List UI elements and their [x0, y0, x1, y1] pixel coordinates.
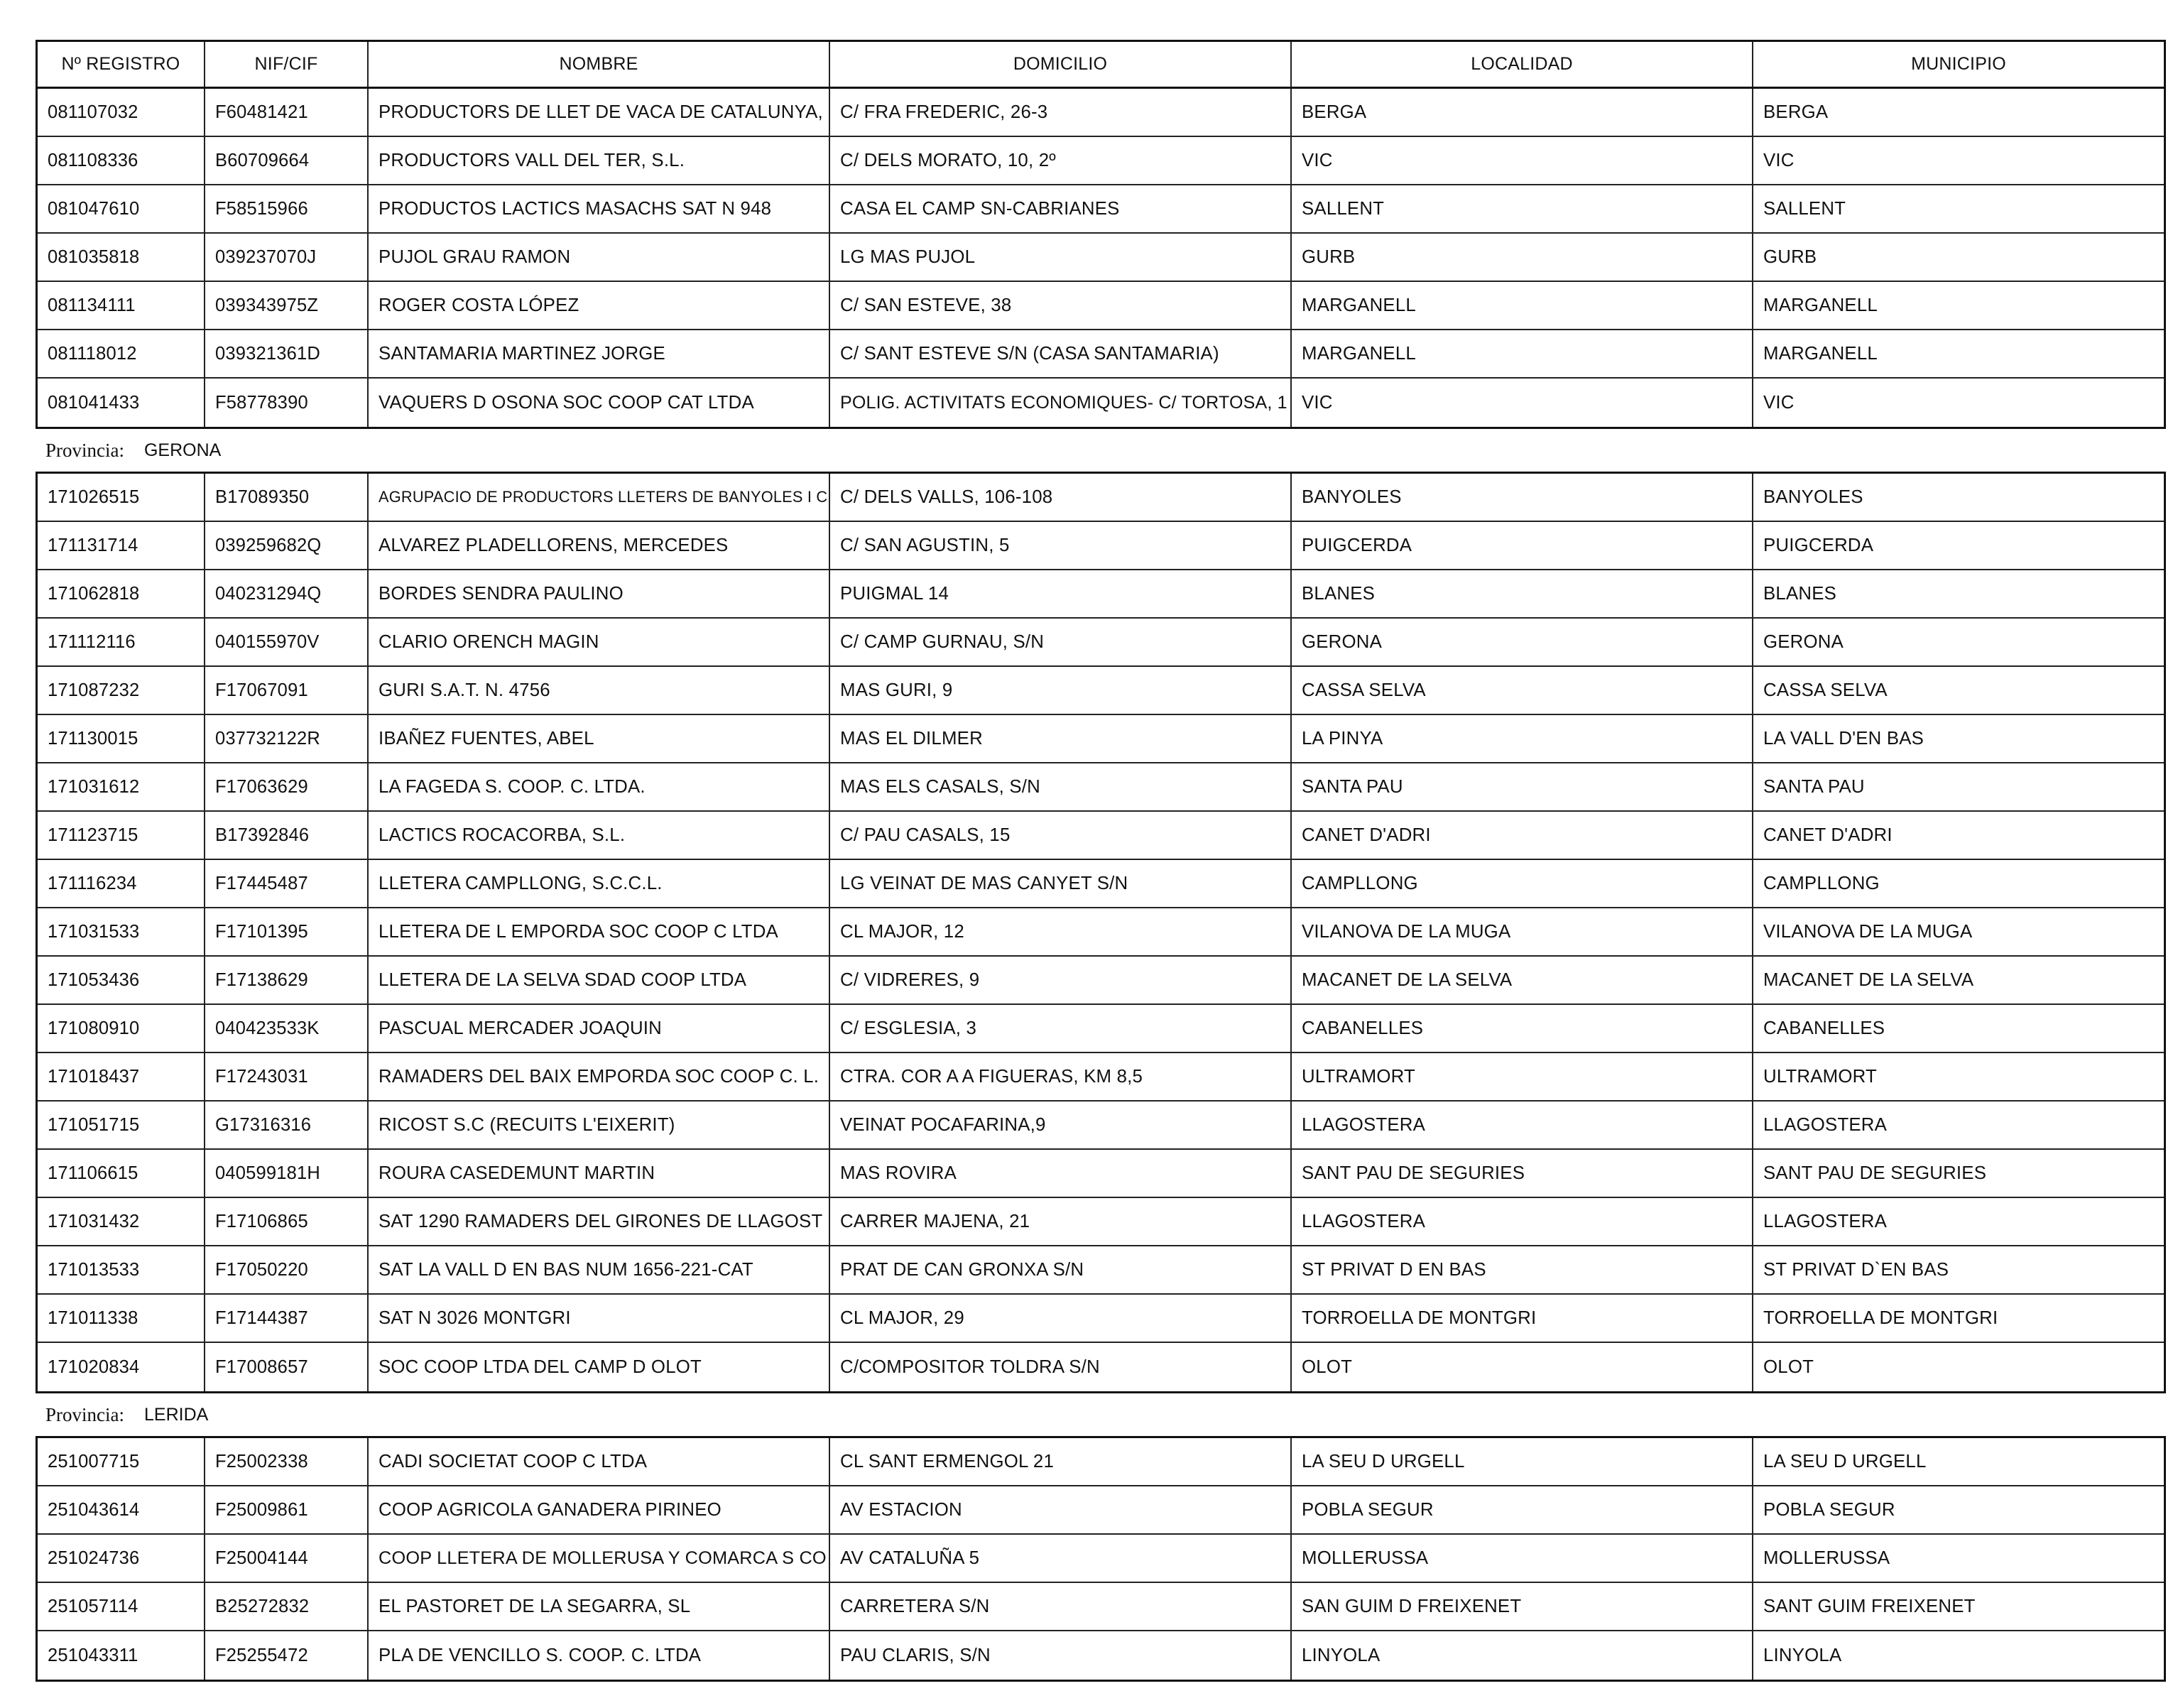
cell-domicilio: PRAT DE CAN GRONXA S/N	[830, 1246, 1292, 1293]
table-row	[38, 1005, 2164, 1053]
provincia-name: GERONA	[143, 440, 222, 460]
cell-municipio: CABANELLES	[1763, 1018, 1885, 1038]
cell-localidad: MOLLERUSSA	[1292, 1535, 1753, 1582]
cell-domicilio: CL MAJOR, 12	[830, 908, 1292, 955]
cell-nombre: SAT LA VALL D EN BAS NUM 1656-221-CAT	[369, 1246, 830, 1293]
provincia-label: Provincia:	[45, 1403, 124, 1425]
cell-nombre: SANTAMARIA MARTINEZ JORGE	[369, 330, 830, 377]
header-nif: NIF/CIF	[205, 42, 369, 87]
cell-nif: F58778390	[205, 379, 369, 427]
cell-nif: F17106865	[205, 1198, 369, 1245]
table-row	[38, 330, 2164, 379]
cell-municipio: MARGANELL	[1763, 343, 1878, 364]
table-row	[38, 1198, 2164, 1246]
cell-nombre: AGRUPACIO DE PRODUCTORS LLETERS DE BANYOLES I C	[369, 474, 830, 521]
cell-nombre: ROGER COSTA LÓPEZ	[369, 282, 830, 329]
table-row	[38, 185, 2164, 234]
cell-localidad: BANYOLES	[1292, 474, 1753, 521]
cell-domicilio: C/ FRA FREDERIC, 26-3	[830, 89, 1292, 136]
cell-localidad: MARGANELL	[1292, 330, 1753, 377]
table-row	[38, 379, 2164, 427]
cell-nombre: CLARIO ORENCH MAGIN	[369, 619, 830, 665]
cell-nombre: RAMADERS DEL BAIX EMPORDA SOC COOP C. L.	[369, 1053, 830, 1100]
header-registro: Nº REGISTRO	[38, 42, 205, 87]
cell-registro: 171051715	[38, 1102, 205, 1148]
cell-domicilio: LG VEINAT DE MAS CANYET S/N	[830, 860, 1292, 907]
cell-localidad: CAMPLLONG	[1292, 860, 1753, 907]
cell-nif: 039237070J	[205, 234, 369, 281]
cell-localidad: MARGANELL	[1292, 282, 1753, 329]
cell-localidad: VIC	[1292, 379, 1753, 427]
cell-registro: 081035818	[38, 234, 205, 281]
cell-nif: F25009861	[205, 1486, 369, 1533]
cell-municipio: MARGANELL	[1763, 295, 1878, 315]
cell-domicilio: MAS ROVIRA	[830, 1150, 1292, 1197]
cell-domicilio: MAS EL DILMER	[830, 715, 1292, 762]
cell-localidad: POBLA SEGUR	[1292, 1486, 1753, 1533]
cell-municipio: SANT PAU DE SEGURIES	[1763, 1163, 1987, 1183]
table-row	[38, 1535, 2164, 1583]
cell-registro: 171116234	[38, 860, 205, 907]
cell-nif: 039321361D	[205, 330, 369, 377]
cell-nif: 040155970V	[205, 619, 369, 665]
cell-nombre: PRODUCTORS DE LLET DE VACA DE CATALUNYA,	[369, 89, 830, 136]
cell-registro: 251057114	[38, 1583, 205, 1630]
cell-localidad: LINYOLA	[1292, 1631, 1753, 1680]
cell-registro: 081107032	[38, 89, 205, 136]
cell-nombre: RICOST S.C (RECUITS L'EIXERIT)	[369, 1102, 830, 1148]
cell-registro: 081047610	[38, 185, 205, 232]
cell-registro: 171031533	[38, 908, 205, 955]
cell-localidad: TORROELLA DE MONTGRI	[1292, 1295, 1753, 1342]
cell-localidad: SANTA PAU	[1292, 763, 1753, 810]
cell-domicilio: C/ ESGLESIA, 3	[830, 1005, 1292, 1052]
cell-municipio: SANTA PAU	[1763, 776, 1865, 797]
cell-localidad: VIC	[1292, 137, 1753, 184]
provincia-label: Provincia:	[45, 439, 124, 461]
cell-nombre: CADI SOCIETAT COOP C LTDA	[369, 1438, 830, 1485]
table-row	[38, 667, 2164, 715]
cell-domicilio: C/ SAN ESTEVE, 38	[830, 282, 1292, 329]
cell-nombre: PRODUCTORS VALL DEL TER, S.L.	[369, 137, 830, 184]
cell-municipio: CANET D'ADRI	[1763, 825, 1893, 845]
cell-nombre: PUJOL GRAU RAMON	[369, 234, 830, 281]
cell-localidad: SALLENT	[1292, 185, 1753, 232]
cell-domicilio: PUIGMAL 14	[830, 570, 1292, 617]
cell-domicilio: MAS GURI, 9	[830, 667, 1292, 714]
cell-nombre: SOC COOP LTDA DEL CAMP D OLOT	[369, 1343, 830, 1391]
cell-domicilio: C/ DELS VALLS, 106-108	[830, 474, 1292, 521]
cell-domicilio: C/ DELS MORATO, 10, 2º	[830, 137, 1292, 184]
cell-municipio: GURB	[1763, 246, 1817, 267]
cell-municipio: MACANET DE LA SELVA	[1763, 969, 1974, 990]
cell-registro: 171020834	[38, 1343, 205, 1391]
header-municipio: MUNICIPIO	[1911, 54, 2006, 74]
cell-registro: 171112116	[38, 619, 205, 665]
table-row	[38, 1246, 2164, 1295]
cell-localidad: CASSA SELVA	[1292, 667, 1753, 714]
cell-municipio: BERGA	[1763, 102, 1829, 122]
cell-nombre: COOP LLETERA DE MOLLERUSA Y COMARCA S CO	[369, 1535, 830, 1582]
cell-localidad: GERONA	[1292, 619, 1753, 665]
cell-registro: 171130015	[38, 715, 205, 762]
cell-nif: F17445487	[205, 860, 369, 907]
table-row	[38, 234, 2164, 282]
cell-domicilio: CARRER MAJENA, 21	[830, 1198, 1292, 1245]
cell-registro: 171011338	[38, 1295, 205, 1342]
cell-domicilio: POLIG. ACTIVITATS ECONOMIQUES- C/ TORTOSA, 1	[830, 379, 1292, 427]
cell-localidad: LA PINYA	[1292, 715, 1753, 762]
table-row	[38, 1343, 2164, 1391]
cell-domicilio: C/ VIDRERES, 9	[830, 957, 1292, 1003]
table-row	[38, 474, 2164, 522]
cell-nombre: GURI S.A.T. N. 4756	[369, 667, 830, 714]
cell-registro: 171087232	[38, 667, 205, 714]
cell-domicilio: C/COMPOSITOR TOLDRA S/N	[830, 1343, 1292, 1391]
cell-domicilio: AV CATALUÑA 5	[830, 1535, 1292, 1582]
cell-nif: F17101395	[205, 908, 369, 955]
table-row	[38, 908, 2164, 957]
cell-nif: F60481421	[205, 89, 369, 136]
cell-municipio: BANYOLES	[1763, 486, 1863, 507]
cell-nif: 037732122R	[205, 715, 369, 762]
cell-domicilio: MAS ELS CASALS, S/N	[830, 763, 1292, 810]
cell-localidad: ULTRAMORT	[1292, 1053, 1753, 1100]
cell-registro: 171013533	[38, 1246, 205, 1293]
cell-nif: F17243031	[205, 1053, 369, 1100]
cell-domicilio: CTRA. COR A A FIGUERAS, KM 8,5	[830, 1053, 1292, 1100]
cell-nombre: ALVAREZ PLADELLORENS, MERCEDES	[369, 522, 830, 569]
cell-municipio: VILANOVA DE LA MUGA	[1763, 921, 1973, 942]
cell-localidad: LA SEU D URGELL	[1292, 1438, 1753, 1485]
header-localidad: LOCALIDAD	[1292, 42, 1753, 87]
cell-nif: 040599181H	[205, 1150, 369, 1197]
cell-municipio: POBLA SEGUR	[1763, 1499, 1895, 1520]
table-row	[38, 860, 2164, 908]
cell-domicilio: C/ CAMP GURNAU, S/N	[830, 619, 1292, 665]
cell-municipio: TORROELLA DE MONTGRI	[1763, 1307, 1998, 1328]
cell-registro: 171123715	[38, 812, 205, 859]
table-row	[38, 137, 2164, 185]
cell-registro: 081118012	[38, 330, 205, 377]
cell-localidad: SANT PAU DE SEGURIES	[1292, 1150, 1753, 1197]
table-row	[38, 763, 2164, 812]
cell-nif: F17050220	[205, 1246, 369, 1293]
cell-municipio: VIC	[1763, 150, 1795, 170]
provincia-heading	[36, 429, 2166, 472]
table-header-row	[38, 42, 2164, 89]
table-row	[38, 282, 2164, 330]
cell-nif: F58515966	[205, 185, 369, 232]
cell-domicilio: C/ SANT ESTEVE S/N (CASA SANTAMARIA)	[830, 330, 1292, 377]
cell-registro: 251043614	[38, 1486, 205, 1533]
cell-nif: 039259682Q	[205, 522, 369, 569]
cell-registro: 171062818	[38, 570, 205, 617]
cell-municipio: MOLLERUSSA	[1763, 1547, 1890, 1568]
cell-localidad: BLANES	[1292, 570, 1753, 617]
cell-nombre: LLETERA CAMPLLONG, S.C.C.L.	[369, 860, 830, 907]
table-row	[38, 1053, 2164, 1102]
cell-localidad: PUIGCERDA	[1292, 522, 1753, 569]
cell-domicilio: CL MAJOR, 29	[830, 1295, 1292, 1342]
cell-municipio: CAMPLLONG	[1763, 873, 1880, 893]
cell-nif: 039343975Z	[205, 282, 369, 329]
cell-registro: 171026515	[38, 474, 205, 521]
cell-nif: B17089350	[205, 474, 369, 521]
cell-nombre: EL PASTORET DE LA SEGARRA, SL	[369, 1583, 830, 1630]
table-row	[38, 570, 2164, 619]
cell-registro: 251024736	[38, 1535, 205, 1582]
cell-municipio: VIC	[1763, 392, 1795, 413]
cell-municipio: SANT GUIM FREIXENET	[1763, 1596, 1976, 1616]
table-header-block	[36, 40, 2166, 429]
cell-nombre: LACTICS ROCACORBA, S.L.	[369, 812, 830, 859]
cell-municipio: BLANES	[1763, 583, 1837, 604]
cell-nif: F17144387	[205, 1295, 369, 1342]
table-row	[38, 522, 2164, 570]
table-row	[38, 957, 2164, 1005]
section-rows	[38, 89, 2164, 427]
table-row	[38, 1583, 2164, 1631]
cell-domicilio: PAU CLARIS, S/N	[830, 1631, 1292, 1680]
cell-municipio: LLAGOSTERA	[1763, 1211, 1888, 1231]
cell-nombre: VAQUERS D OSONA SOC COOP CAT LTDA	[369, 379, 830, 427]
cell-localidad: GURB	[1292, 234, 1753, 281]
cell-nif: 040423533K	[205, 1005, 369, 1052]
cell-localidad: LLAGOSTERA	[1292, 1198, 1753, 1245]
cell-domicilio: AV ESTACION	[830, 1486, 1292, 1533]
cell-registro: 171106615	[38, 1150, 205, 1197]
cell-nif: G17316316	[205, 1102, 369, 1148]
cell-nombre: SAT 1290 RAMADERS DEL GIRONES DE LLAGOST	[369, 1198, 830, 1245]
table-row	[38, 1295, 2164, 1343]
cell-nombre: LLETERA DE LA SELVA SDAD COOP LTDA	[369, 957, 830, 1003]
cell-nif: 040231294Q	[205, 570, 369, 617]
cell-registro: 081041433	[38, 379, 205, 427]
cell-localidad: ST PRIVAT D EN BAS	[1292, 1246, 1753, 1293]
cell-localidad: VILANOVA DE LA MUGA	[1292, 908, 1753, 955]
cell-domicilio: CASA EL CAMP SN-CABRIANES	[830, 185, 1292, 232]
cell-nombre: LLETERA DE L EMPORDA SOC COOP C LTDA	[369, 908, 830, 955]
section-block	[36, 472, 2166, 1393]
cell-registro: 081108336	[38, 137, 205, 184]
section-rows	[38, 1438, 2164, 1680]
cell-municipio: OLOT	[1763, 1356, 1814, 1377]
table-row	[38, 619, 2164, 667]
cell-localidad: CABANELLES	[1292, 1005, 1753, 1052]
cell-registro: 251007715	[38, 1438, 205, 1485]
cell-nombre: SAT N 3026 MONTGRI	[369, 1295, 830, 1342]
cell-nombre: PLA DE VENCILLO S. COOP. C. LTDA	[369, 1631, 830, 1680]
cell-municipio: LA VALL D'EN BAS	[1763, 728, 1924, 749]
cell-nif: F17008657	[205, 1343, 369, 1391]
section-block	[36, 1436, 2166, 1682]
cell-nombre: ROURA CASEDEMUNT MARTIN	[369, 1150, 830, 1197]
table-row	[38, 1631, 2164, 1680]
provincia-heading	[36, 1393, 2166, 1436]
cell-nombre: PASCUAL MERCADER JOAQUIN	[369, 1005, 830, 1052]
header-nombre: NOMBRE	[369, 42, 830, 87]
cell-registro: 251043311	[38, 1631, 205, 1680]
cell-localidad: LLAGOSTERA	[1292, 1102, 1753, 1148]
cell-municipio: LA SEU D URGELL	[1763, 1451, 1927, 1472]
table-row	[38, 1438, 2164, 1486]
cell-domicilio: C/ SAN AGUSTIN, 5	[830, 522, 1292, 569]
cell-nombre: IBAÑEZ FUENTES, ABEL	[369, 715, 830, 762]
cell-localidad: SAN GUIM D FREIXENET	[1292, 1583, 1753, 1630]
cell-registro: 171031432	[38, 1198, 205, 1245]
cell-localidad: BERGA	[1292, 89, 1753, 136]
table-row	[38, 89, 2164, 137]
cell-municipio: LINYOLA	[1763, 1645, 1842, 1665]
cell-nombre: LA FAGEDA S. COOP. C. LTDA.	[369, 763, 830, 810]
header-domicilio: DOMICILIO	[830, 42, 1292, 87]
cell-registro: 171131714	[38, 522, 205, 569]
table-row	[38, 812, 2164, 860]
cell-municipio: PUIGCERDA	[1763, 535, 1874, 555]
cell-nif: B17392846	[205, 812, 369, 859]
cell-registro: 171018437	[38, 1053, 205, 1100]
cell-localidad: CANET D'ADRI	[1292, 812, 1753, 859]
cell-municipio: CASSA SELVA	[1763, 680, 1888, 700]
cell-nif: F25002338	[205, 1438, 369, 1485]
section-rows	[38, 474, 2164, 1391]
cell-nif: B25272832	[205, 1583, 369, 1630]
table-row	[38, 1102, 2164, 1150]
table-row	[38, 715, 2164, 763]
cell-domicilio: C/ PAU CASALS, 15	[830, 812, 1292, 859]
cell-nombre: PRODUCTOS LACTICS MASACHS SAT N 948	[369, 185, 830, 232]
cell-localidad: MACANET DE LA SELVA	[1292, 957, 1753, 1003]
cell-municipio: ST PRIVAT D`EN BAS	[1763, 1259, 1949, 1280]
table-row	[38, 1486, 2164, 1535]
table-row	[38, 1150, 2164, 1198]
registry-document	[36, 40, 2166, 1682]
cell-nif: F25004144	[205, 1535, 369, 1582]
cell-municipio: ULTRAMORT	[1763, 1066, 1877, 1087]
cell-registro: 171053436	[38, 957, 205, 1003]
cell-domicilio: CARRETERA S/N	[830, 1583, 1292, 1630]
cell-nif: F17067091	[205, 667, 369, 714]
cell-nombre: BORDES SENDRA PAULINO	[369, 570, 830, 617]
cell-nif: F25255472	[205, 1631, 369, 1680]
cell-municipio: LLAGOSTERA	[1763, 1114, 1888, 1135]
cell-nif: F17138629	[205, 957, 369, 1003]
cell-registro: 171031612	[38, 763, 205, 810]
cell-nif: F17063629	[205, 763, 369, 810]
cell-localidad: OLOT	[1292, 1343, 1753, 1391]
cell-municipio: SALLENT	[1763, 198, 1846, 219]
cell-domicilio: LG MAS PUJOL	[830, 234, 1292, 281]
cell-municipio: GERONA	[1763, 631, 1844, 652]
provincia-name: LERIDA	[143, 1404, 209, 1425]
cell-nombre: COOP AGRICOLA GANADERA PIRINEO	[369, 1486, 830, 1533]
cell-domicilio: VEINAT POCAFARINA,9	[830, 1102, 1292, 1148]
cell-nif: B60709664	[205, 137, 369, 184]
cell-registro: 171080910	[38, 1005, 205, 1052]
cell-registro: 081134111	[38, 282, 205, 329]
cell-domicilio: CL SANT ERMENGOL 21	[830, 1438, 1292, 1485]
